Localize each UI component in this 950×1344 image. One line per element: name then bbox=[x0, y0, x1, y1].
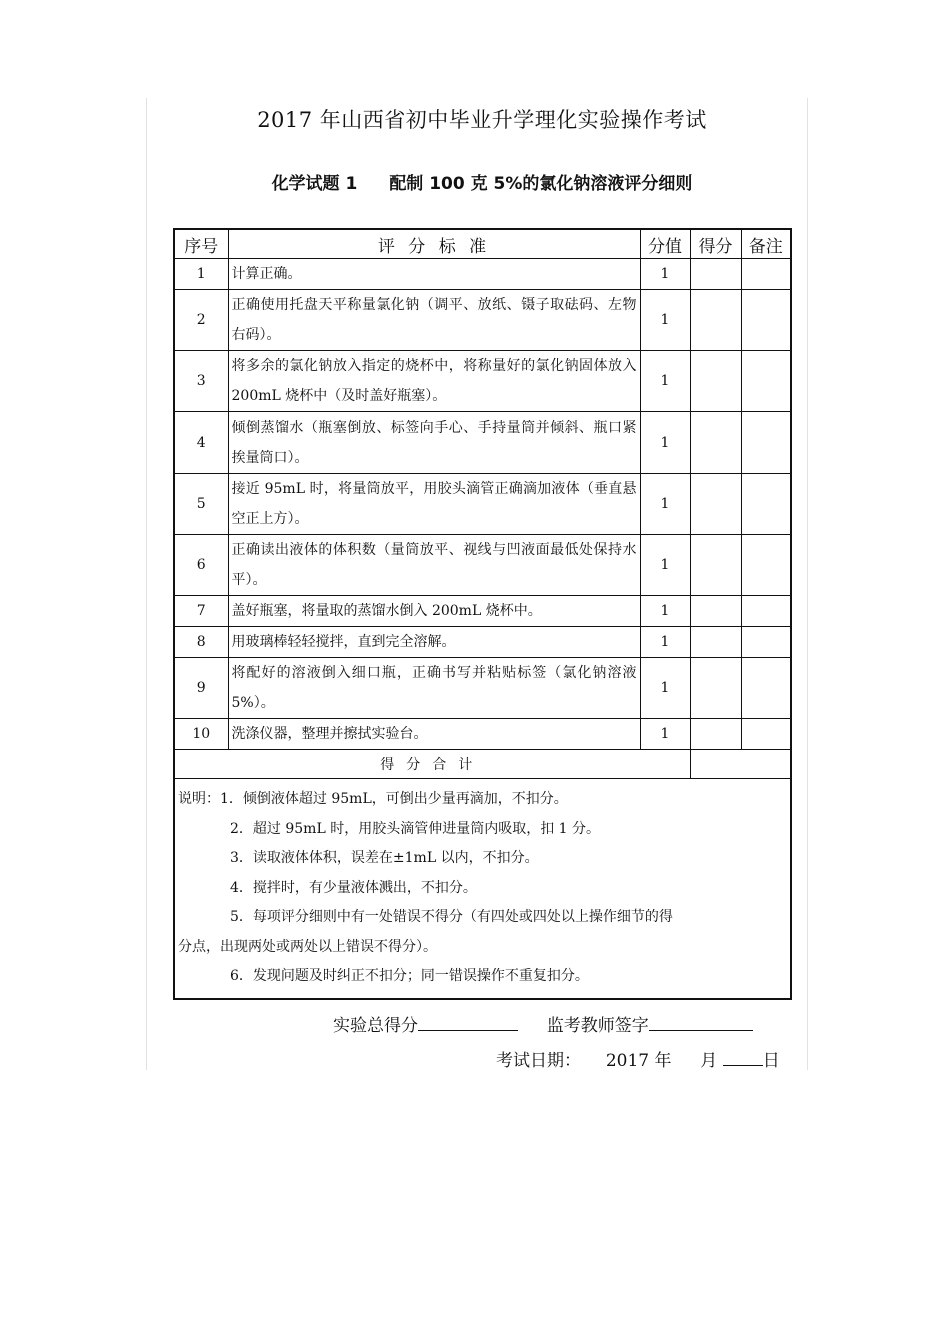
row-criteria: 正确读出液体的体积数（量筒放平、视线与凹液面最低处保持水平）。 bbox=[228, 535, 640, 596]
note-item: 4．搅拌时，有少量液体溅出，不扣分。 bbox=[230, 879, 477, 896]
row-score-cell[interactable] bbox=[690, 719, 741, 750]
row-no: 9 bbox=[174, 658, 228, 719]
table-row bbox=[174, 535, 791, 596]
row-value: 1 bbox=[640, 290, 690, 351]
row-remark-cell[interactable] bbox=[741, 351, 791, 412]
notes-cell bbox=[174, 779, 791, 999]
row-remark-cell[interactable] bbox=[741, 290, 791, 351]
table-header-row bbox=[174, 229, 791, 259]
row-score-cell[interactable] bbox=[690, 474, 741, 535]
notes-row bbox=[174, 779, 791, 999]
table-row bbox=[174, 412, 791, 474]
row-value: 1 bbox=[640, 627, 690, 658]
row-criteria: 接近 95mL 时，将量筒放平，用胶头滴管正确滴加液体（垂直悬空正上方）。 bbox=[228, 474, 640, 535]
row-remark-cell[interactable] bbox=[741, 474, 791, 535]
table-row bbox=[174, 474, 791, 535]
row-no: 6 bbox=[174, 535, 228, 596]
row-remark-cell[interactable] bbox=[741, 596, 791, 627]
row-criteria: 盖好瓶塞，将量取的蒸馏水倒入 200mL 烧杯中。 bbox=[228, 596, 640, 627]
header-value: 分值 bbox=[640, 229, 690, 259]
exam-date-line bbox=[496, 1046, 780, 1071]
row-value: 1 bbox=[640, 596, 690, 627]
table-row bbox=[174, 259, 791, 290]
row-remark-cell[interactable] bbox=[741, 259, 791, 290]
date-year: 2017 年 bbox=[605, 1051, 672, 1071]
row-no: 5 bbox=[174, 474, 228, 535]
row-value: 1 bbox=[640, 259, 690, 290]
row-score-cell[interactable] bbox=[690, 351, 741, 412]
row-criteria: 用玻璃棒轻轻搅拌，直到完全溶解。 bbox=[228, 627, 640, 658]
note-item: 5．每项评分细则中有一处错误不得分（有四处或四处以上操作细节的得 bbox=[230, 909, 673, 925]
notes-lead: 说明： bbox=[178, 791, 220, 807]
total-score-label: 实验总得分 bbox=[333, 1016, 418, 1036]
header-criteria: 评 分 标 准 bbox=[228, 229, 640, 259]
row-remark-cell[interactable] bbox=[741, 658, 791, 719]
note-item: 分点，出现两处或两处以上错误不得分）。 bbox=[178, 938, 437, 955]
total-score-cell[interactable] bbox=[690, 750, 791, 779]
teacher-sign-label: 监考教师签字 bbox=[546, 1016, 649, 1036]
row-no: 4 bbox=[174, 412, 228, 474]
scoring-table bbox=[173, 228, 792, 1000]
row-score-cell[interactable] bbox=[690, 412, 741, 474]
table-row bbox=[174, 658, 791, 719]
table-row bbox=[174, 596, 791, 627]
document-title: 2017 年山西省初中毕业升学理化实验操作考试 bbox=[257, 108, 707, 132]
row-score-cell[interactable] bbox=[690, 596, 741, 627]
table-row bbox=[174, 627, 791, 658]
row-value: 1 bbox=[640, 474, 690, 535]
row-no: 3 bbox=[174, 351, 228, 412]
header-no: 序号 bbox=[174, 229, 228, 259]
row-no: 1 bbox=[174, 259, 228, 290]
date-label: 考试日期： bbox=[496, 1051, 581, 1071]
row-no: 8 bbox=[174, 627, 228, 658]
header-remark: 备注 bbox=[741, 229, 791, 259]
row-criteria: 倾倒蒸馏水（瓶塞倒放、标签向手心、手持量筒并倾斜、瓶口紧挨量筒口）。 bbox=[228, 412, 640, 474]
row-value: 1 bbox=[640, 412, 690, 474]
row-score-cell[interactable] bbox=[690, 658, 741, 719]
row-value: 1 bbox=[640, 351, 690, 412]
row-remark-cell[interactable] bbox=[741, 627, 791, 658]
row-score-cell[interactable] bbox=[690, 627, 741, 658]
row-no: 7 bbox=[174, 596, 228, 627]
date-month: 月 bbox=[700, 1051, 718, 1071]
subtitle-topic: 配制 100 克 5%的氯化钠溶液评分细则 bbox=[389, 174, 693, 194]
row-remark-cell[interactable] bbox=[741, 719, 791, 750]
table-row bbox=[174, 719, 791, 750]
teacher-sign-blank[interactable] bbox=[649, 1014, 753, 1031]
row-criteria: 洗涤仪器，整理并擦拭实验台。 bbox=[228, 719, 640, 750]
date-day-blank[interactable] bbox=[723, 1049, 763, 1066]
total-score-blank[interactable] bbox=[418, 1014, 518, 1031]
document-subtitle bbox=[173, 169, 791, 194]
row-value: 1 bbox=[640, 719, 690, 750]
row-remark-cell[interactable] bbox=[741, 535, 791, 596]
row-remark-cell[interactable] bbox=[741, 412, 791, 474]
signature-line bbox=[333, 1011, 753, 1036]
note-item: 2．超过 95mL 时，用胶头滴管伸进量筒内吸取，扣 1 分。 bbox=[230, 820, 601, 837]
row-criteria: 正确使用托盘天平称量氯化钠（调平、放纸、镊子取砝码、左物右码）。 bbox=[228, 290, 640, 351]
note-item: 说明：1．倾倒液体超过 95mL，可倒出少量再滴加，不扣分。 bbox=[178, 791, 568, 807]
subtitle-question: 化学试题 1 bbox=[271, 174, 358, 194]
row-score-cell[interactable] bbox=[690, 259, 741, 290]
total-row bbox=[174, 750, 791, 779]
total-label: 得分合计 bbox=[174, 750, 690, 779]
row-no: 2 bbox=[174, 290, 228, 351]
table-row bbox=[174, 351, 791, 412]
row-score-cell[interactable] bbox=[690, 290, 741, 351]
note-item: 3．读取液体体积，误差在±1mL 以内，不扣分。 bbox=[230, 850, 539, 866]
row-no: 10 bbox=[174, 719, 228, 750]
note-item: 6．发现问题及时纠正不扣分；同一错误操作不重复扣分。 bbox=[230, 968, 589, 984]
date-day: 日 bbox=[762, 1051, 780, 1071]
row-criteria: 将多余的氯化钠放入指定的烧杯中，将称量好的氯化钠固体放入 200mL 烧杯中（及时盖好瓶塞）。 bbox=[228, 351, 640, 412]
row-score-cell[interactable] bbox=[690, 535, 741, 596]
header-score: 得分 bbox=[690, 229, 741, 259]
row-criteria: 计算正确。 bbox=[228, 259, 640, 290]
row-criteria: 将配好的溶液倒入细口瓶，正确书写并粘贴标签（氯化钠溶液 5%）。 bbox=[228, 658, 640, 719]
row-value: 1 bbox=[640, 535, 690, 596]
row-value: 1 bbox=[640, 658, 690, 719]
table-row bbox=[174, 290, 791, 351]
